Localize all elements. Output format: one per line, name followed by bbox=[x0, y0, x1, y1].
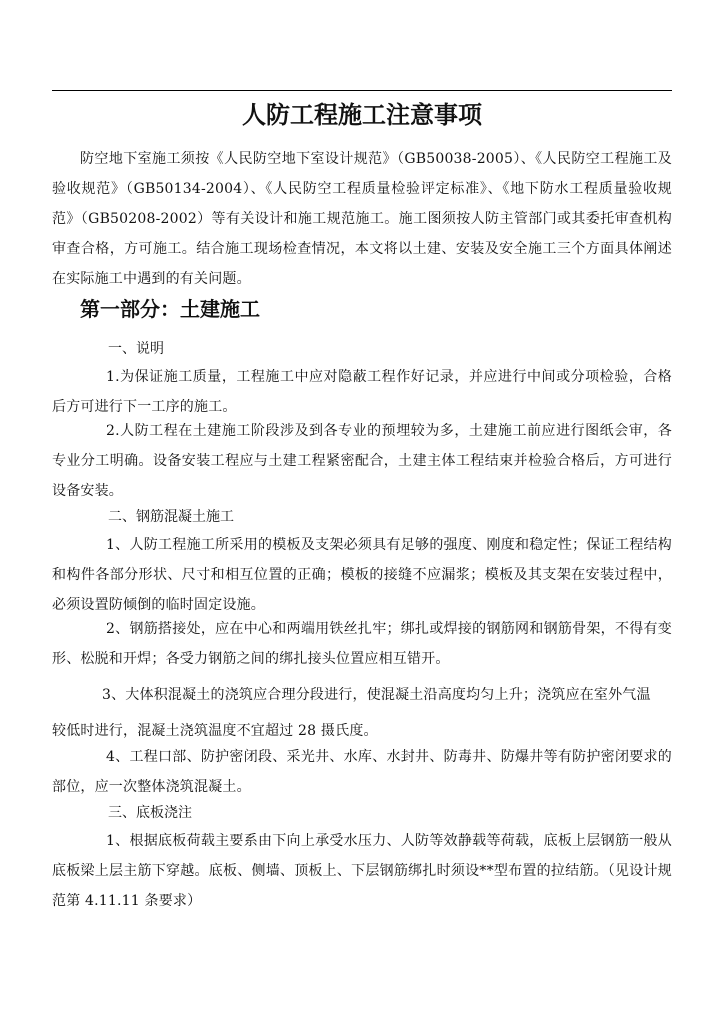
section2-paragraph-3a: 3、大体积混凝土的浇筑应合理分段进行，使混凝土沿高度均匀上升；浇筑应在室外气温 bbox=[102, 687, 651, 703]
intro-paragraph: 防空地下室施工须按《人民防空地下室设计规范》（GB50038-2005）、《人民防空工程施工及验收规范》（GB50134-2004）、《人民防空工程质量检验评定标准》、《地下防水工程质量验收规范》（GB50208-2002）等有关设计和施工规范施工。施工图须按人防主管部门或其委托审查机构审查合格，方可施工。结合施工现场检查情况，本文将以土建、安装及安全施工三个方面具体阐述在实际施工中遇到的有关问题。 bbox=[52, 151, 672, 287]
section3-title: 三、底板浇注 bbox=[108, 805, 192, 821]
section1-title: 一、说明 bbox=[108, 341, 164, 357]
section2-paragraph-2: 2、钢筋搭接处，应在中心和两端用铁丝扎牢；绑扎或焊接的钢筋网和钢筋骨架，不得有变形、松脱和开焊；各受力钢筋之间的绑扎接头位置应相互错开。 bbox=[52, 621, 672, 667]
part1-heading: 第一部分：土建施工 bbox=[80, 297, 260, 321]
page-title: 人防工程施工注意事项 bbox=[242, 100, 482, 129]
section1-paragraph-2: 2.人防工程在土建施工阶段涉及到各专业的预埋较为多，土建施工前应进行图纸会审，各专业分工明确。设备安装工程应与土建工程紧密配合，土建主体工程结束并检验合格后，方可进行设备安装。 bbox=[52, 423, 672, 499]
header-rule bbox=[52, 90, 672, 91]
section2-paragraph-4: 4、工程口部、防护密闭段、采光井、水库、水封井、防毒井、防爆井等有防护密闭要求的部位，应一次整体浇筑混凝土。 bbox=[52, 749, 672, 795]
section1-paragraph-1: 1.为保证施工质量，工程施工中应对隐蔽工程作好记录，并应进行中间或分项检验，合格后方可进行下一工序的施工。 bbox=[52, 369, 672, 415]
section3-paragraph-1: 1、根据底板荷载主要系由下向上承受水压力、人防等效静载等荷载，底板上层钢筋一般从底板梁上层主筋下穿越。底板、侧墙、顶板上、下层钢筋绑扎时须设**型布置的拉结筋。（见设计规范第 4.11.11 条要求） bbox=[52, 833, 672, 909]
section2-paragraph-3b: 较低时进行，混凝土浇筑温度不宜超过 28 摄氏度。 bbox=[52, 723, 378, 739]
section2-paragraph-1: 1、人防工程施工所采用的模板及支架必须具有足够的强度、刚度和稳定性；保证工程结构和构件各部分形状、尺寸和相互位置的正确；模板的接缝不应漏浆；模板及其支架在安装过程中，必须设置防倾倒的临时固定设施。 bbox=[52, 537, 672, 613]
section2-title: 二、钢筋混凝土施工 bbox=[108, 509, 234, 525]
